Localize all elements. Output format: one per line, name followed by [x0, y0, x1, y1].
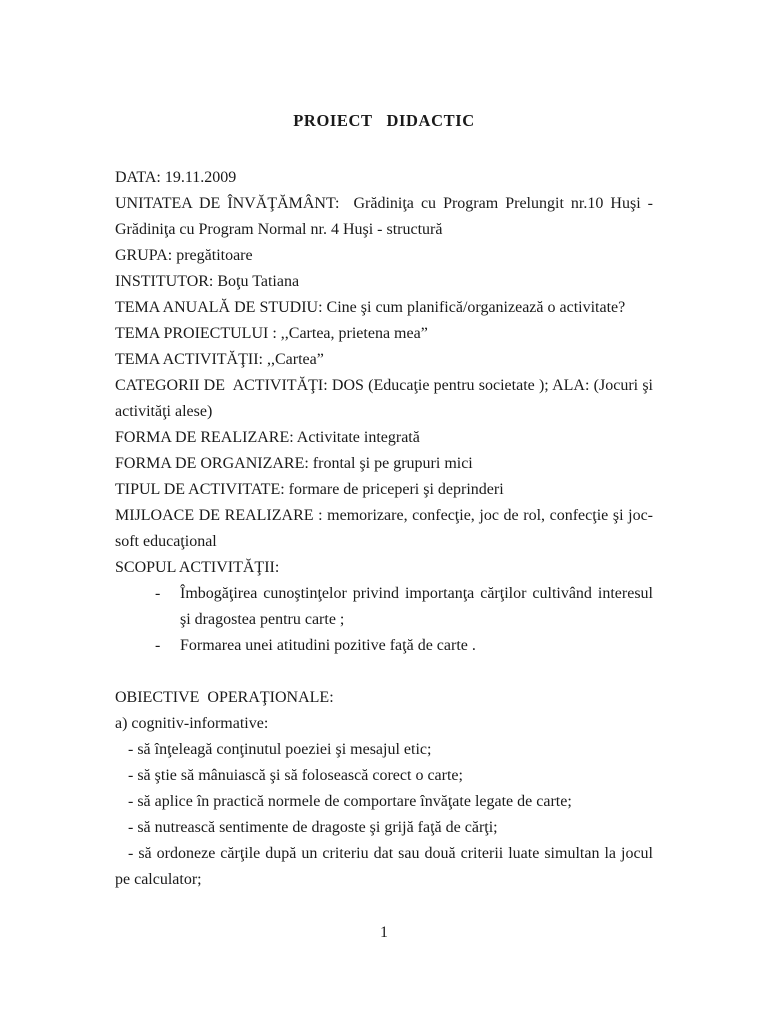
bullet-dash: - [155, 585, 161, 602]
field-categorii-activitati: CATEGORII DE ACTIVITĂŢI: DOS (Educaţie pentru societate ); ALA: (Jocuri şi activităţi alese) [115, 377, 657, 420]
field-mijloace-realizare: MIJLOACE DE REALIZARE : memorizare, confecţie, joc de rol, confecţie şi joc-soft educaţional [115, 507, 653, 550]
objective-item: - să ştie să mânuiască şi să folosească corect o carte; [128, 767, 463, 784]
field-forma-realizare: FORMA DE REALIZARE: Activitate integrată [115, 429, 420, 446]
subheading-cognitiv-informative: a) cognitiv-informative: [115, 715, 269, 732]
objective-item: - să ordoneze cărţile după un criteriu dat sau două criterii luate simultan la jocul pe calculator; [115, 845, 657, 888]
heading-scopul-activitatii: SCOPUL ACTIVITĂŢII: [115, 559, 280, 576]
scop-list-item [115, 633, 653, 659]
field-institutor: INSTITUTOR: Boţu Tatiana [115, 273, 300, 290]
document-title: PROIECT DIDACTIC [293, 111, 475, 130]
document-body [115, 165, 657, 893]
heading-obiective-operationale: OBIECTIVE OPERAŢIONALE: [115, 689, 334, 706]
field-tema-anuala: TEMA ANUALĂ DE STUDIU: Cine şi cum planifică/organizează o activitate? [115, 299, 626, 316]
scop-list-item [115, 581, 653, 633]
scop-item-text: Îmbogăţirea cunoştinţelor privind importanţa cărţilor cultivând interesul şi dragostea pentru carte ; [180, 585, 653, 628]
blank-line [115, 659, 653, 685]
field-tema-proiectului: TEMA PROIECTULUI : ,,Cartea, prietena mea” [115, 325, 428, 342]
field-forma-organizare: FORMA DE ORGANIZARE: frontal şi pe grupuri mici [115, 455, 473, 472]
field-tipul-activitate: TIPUL DE ACTIVITATE: formare de priceperi şi deprinderi [115, 481, 504, 498]
document-content [115, 0, 657, 893]
scop-item-text: Formarea unei atitudini pozitive faţă de carte . [180, 637, 476, 654]
field-grupa: GRUPA: pregătitoare [115, 247, 253, 264]
page-number: 1 [380, 924, 388, 941]
field-data: DATA: 19.11.2009 [115, 169, 237, 186]
objective-item: - să nutrească sentimente de dragoste şi grijă faţă de cărţi; [128, 819, 498, 836]
bullet-dash: - [155, 637, 161, 654]
objective-item: - să înţeleagă conţinutul poeziei şi mesajul etic; [128, 741, 432, 758]
objective-item: - să aplice în practică normele de comportare învăţate legate de carte; [128, 793, 572, 810]
field-tema-activitatii: TEMA ACTIVITĂŢII: ,,Cartea” [115, 351, 324, 368]
field-unitatea-de-invatamant: UNITATEA DE ÎNVĂŢĂMÂNT: Grădiniţa cu Program Prelungit nr.10 Huşi - Grădiniţa cu Program Normal nr. 4 Huşi - structură [115, 195, 657, 238]
